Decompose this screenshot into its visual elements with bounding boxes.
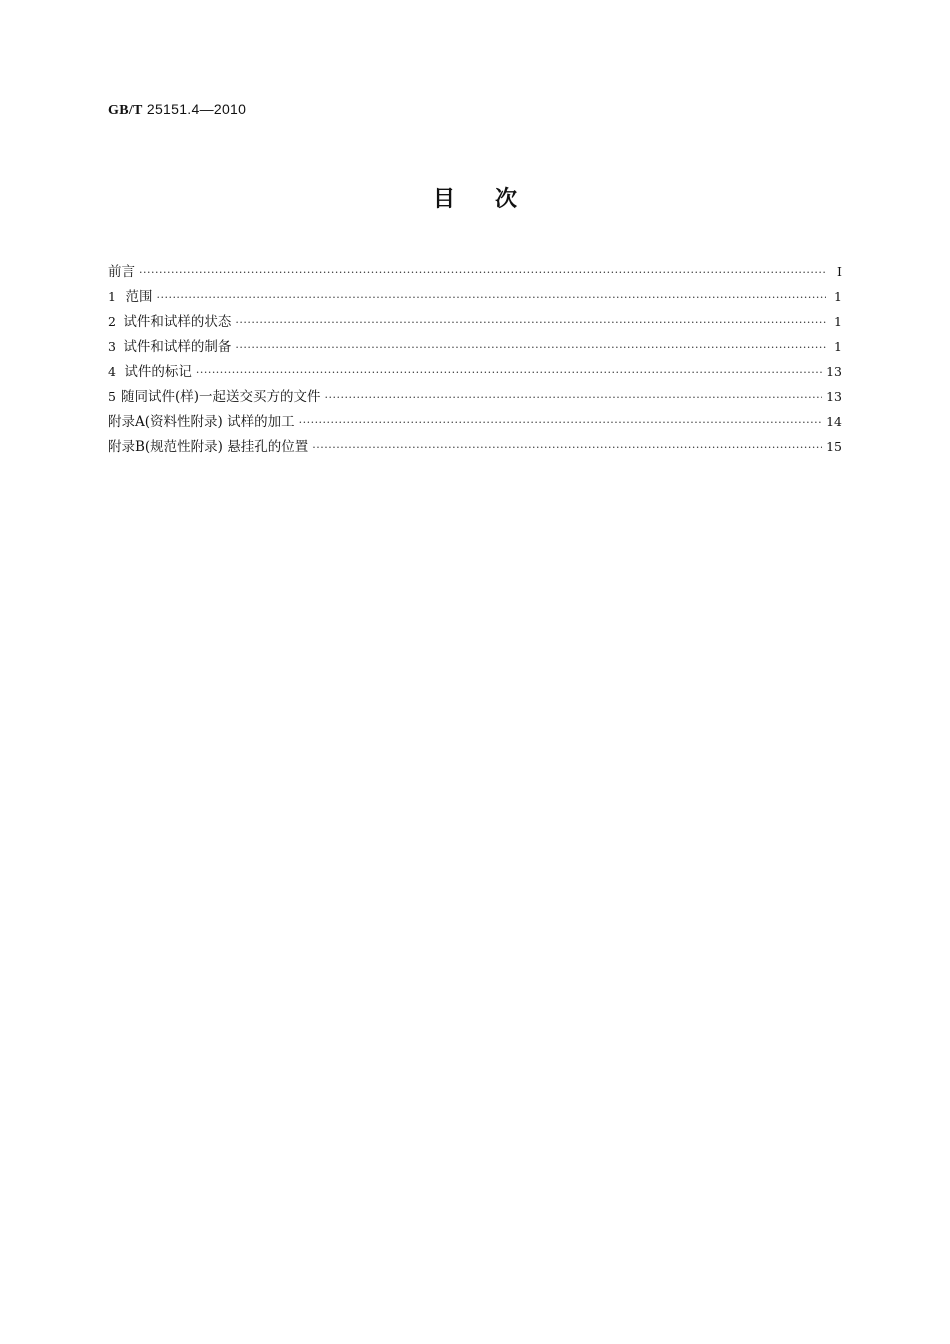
- toc-entry-label: 前言: [108, 264, 135, 280]
- toc-leader-dots: [156, 291, 826, 304]
- toc-leader-dots: [235, 316, 826, 329]
- toc-entry-5[interactable]: [108, 385, 842, 410]
- table-of-contents: [108, 260, 842, 460]
- toc-entry-4[interactable]: [108, 360, 842, 385]
- toc-entry-number: 3: [108, 339, 116, 354]
- toc-entry-number: 1: [108, 289, 116, 304]
- toc-leader-dots: [299, 416, 823, 429]
- toc-entry-label: 附录B(规范性附录) 悬挂孔的位置: [108, 439, 309, 455]
- toc-entry-label: 附录A(资料性附录) 试样的加工: [108, 414, 295, 430]
- standard-code: [108, 101, 246, 119]
- toc-entry-2[interactable]: [108, 310, 842, 335]
- toc-entry-page: 1: [834, 339, 842, 354]
- toc-entry-number: 5: [108, 389, 116, 404]
- toc-title: 目次: [432, 187, 557, 212]
- toc-leader-dots: [196, 366, 822, 379]
- toc-entry-page: 13: [826, 389, 842, 404]
- standard-prefix: GB/T: [108, 103, 143, 118]
- toc-entry-1[interactable]: [108, 285, 842, 310]
- toc-entry-label: 试件的标记: [124, 364, 192, 380]
- toc-entry-label: 随同试件(样)一起送交买方的文件: [120, 389, 321, 405]
- toc-entry-page: 1: [834, 289, 842, 304]
- toc-entry-3[interactable]: [108, 335, 842, 360]
- toc-entry-foreword[interactable]: [108, 260, 842, 285]
- standard-number: 25151.4—2010: [146, 101, 247, 117]
- toc-leader-dots: [325, 391, 823, 404]
- toc-entry-label: 试件和试样的状态: [123, 314, 232, 330]
- toc-entry-label: 试件和试样的制备: [123, 339, 232, 355]
- toc-entry-page: Ⅰ: [837, 264, 842, 279]
- toc-entry-page: 15: [826, 439, 842, 454]
- toc-entry-appendix-b[interactable]: [108, 435, 842, 460]
- toc-entry-page: 14: [826, 414, 842, 429]
- toc-entry-page: 1: [834, 314, 842, 329]
- toc-leader-dots: [139, 266, 826, 279]
- toc-leader-dots: [235, 341, 826, 354]
- toc-entry-number: 2: [108, 314, 116, 329]
- toc-entry-number: 4: [108, 364, 116, 379]
- toc-entry-page: 13: [826, 364, 842, 379]
- toc-entry-appendix-a[interactable]: [108, 410, 842, 435]
- toc-leader-dots: [312, 441, 822, 454]
- toc-entry-label: 范围: [125, 289, 153, 305]
